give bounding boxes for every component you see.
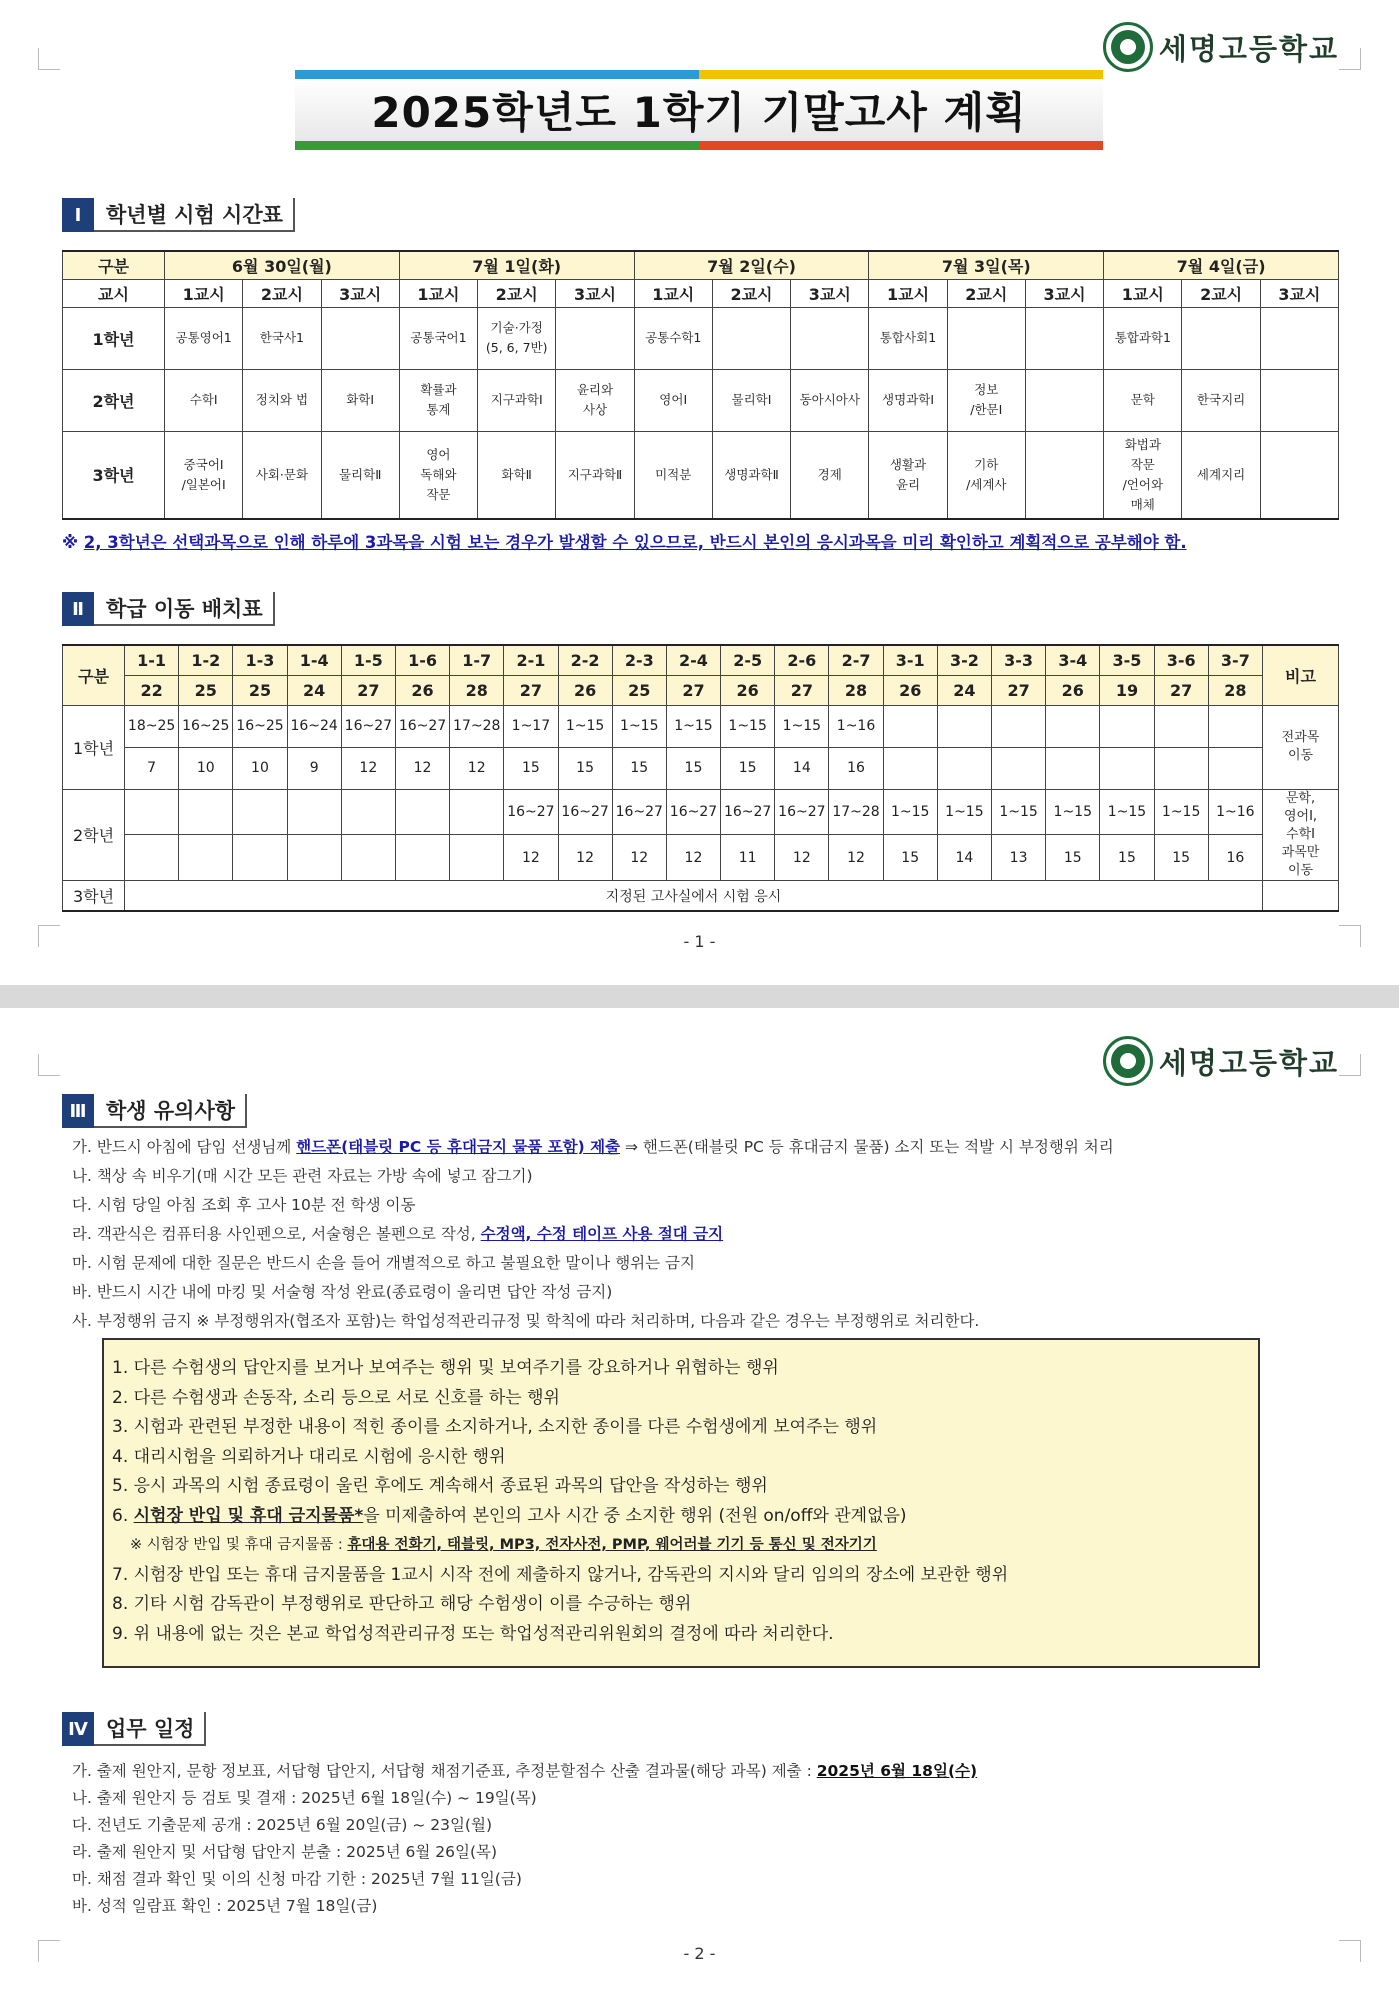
seat-range (1046, 705, 1100, 747)
seat-count (883, 747, 937, 789)
seat-count: 7 (125, 747, 179, 789)
exam-subject: 한국사1 (243, 307, 321, 369)
seat-range: 16~27 (721, 789, 775, 835)
exam-subject: 중국어Ⅰ /일본어Ⅰ (165, 431, 243, 519)
rule-item: 9. 위 내용에 없는 것은 본교 학업성적관리규정 또는 학업성적관리위원회의 결정에 따라 처리한다. (112, 1623, 834, 1644)
seat-range (341, 789, 395, 835)
seat-count: 12 (775, 835, 829, 881)
work-schedule (72, 1758, 977, 1920)
seat-count (341, 835, 395, 881)
exam-subject: 정보 /한문Ⅰ (947, 369, 1025, 431)
exam-subject: 윤리와 사상 (556, 369, 634, 431)
grade-label: 1학년 (63, 307, 165, 369)
seat-range (937, 705, 991, 747)
class-id: 1-1 (125, 645, 179, 675)
class-id: 2-6 (775, 645, 829, 675)
work-item: 라. 출제 원안지 및 서답형 답안지 분출 : 2025년 6월 26일(목) (72, 1843, 498, 1861)
seat-count: 10 (179, 747, 233, 789)
crop-mark (38, 1054, 60, 1076)
class-id: 1-5 (341, 645, 395, 675)
move-range-row (63, 789, 1339, 835)
section-number: Ⅲ (62, 1094, 94, 1128)
exam-subject: 화법과 작문 /언어와 매체 (1104, 431, 1182, 519)
class-id: 2-7 (829, 645, 883, 675)
class-count: 27 (775, 675, 829, 705)
school-logo (1103, 22, 1339, 72)
seat-range: 16~27 (341, 705, 395, 747)
header-gyosi: 교시 (63, 279, 165, 307)
seat-range: 1~15 (1154, 789, 1208, 835)
seat-range: 16~25 (233, 705, 287, 747)
schedule-note: ※ 2, 3학년은 선택과목으로 인해 하루에 3과목을 시험 보는 경우가 발생할 수 있으므로, 반드시 본인의 응시과목을 미리 확인하고 계획적으로 공부해야 함. (62, 533, 1187, 552)
seat-count (450, 835, 504, 881)
seat-count (1154, 747, 1208, 789)
exam-schedule-table (62, 250, 1339, 520)
seat-count: 15 (504, 747, 558, 789)
class-count: 28 (450, 675, 504, 705)
class-id: 1-2 (179, 645, 233, 675)
note-item: 나. 책상 속 비우기(매 시간 모든 관련 자료는 가방 속에 넣고 잠그기) (72, 1167, 533, 1185)
section-4-header (62, 1712, 206, 1746)
move-note (1263, 881, 1339, 911)
rule-item: 7. 시험장 반입 또는 휴대 금지물품을 1교시 시작 전에 제출하지 않거나, 감독관의 지시와 달리 임의의 장소에 보관한 행위 (112, 1564, 1009, 1585)
grade-row (63, 307, 1339, 369)
seat-count: 15 (883, 835, 937, 881)
class-count: 27 (992, 675, 1046, 705)
class-count: 26 (1046, 675, 1100, 705)
note-item: 사. 부정행위 금지 ※ 부정행위자(협조자 포함)는 학업성적관리규정 및 학칙에 따라 처리하며, 다음과 같은 경우는 부정행위로 처리한다. (72, 1312, 980, 1330)
work-item: 나. 출제 원안지 등 검토 및 결재 : 2025년 6월 18일(수) ~ 19일(목) (72, 1789, 537, 1807)
seat-count: 12 (829, 835, 883, 881)
seat-count (992, 747, 1046, 789)
seat-range: 18~25 (125, 705, 179, 747)
exam-subject: 지구과학Ⅱ (556, 431, 634, 519)
seat-range: 1~15 (883, 789, 937, 835)
seat-count: 14 (937, 835, 991, 881)
exam-subject: 동아시아사 (791, 369, 869, 431)
seat-count: 9 (287, 747, 341, 789)
page-number: - 1 - (683, 932, 716, 951)
period-label: 3교시 (321, 279, 399, 307)
schedule-date-row (63, 251, 1339, 279)
seat-range: 1~15 (775, 705, 829, 747)
seat-range (179, 789, 233, 835)
seat-count: 15 (1100, 835, 1154, 881)
period-label: 3교시 (791, 279, 869, 307)
class-id: 1-4 (287, 645, 341, 675)
class-count: 26 (721, 675, 775, 705)
seat-range: 16~27 (612, 789, 666, 835)
period-label: 3교시 (556, 279, 634, 307)
section-title: 학년별 시험 시간표 (94, 198, 295, 232)
rule-item: 4. 대리시험을 의뢰하거나 대리로 시험에 응시한 행위 (112, 1446, 506, 1467)
seat-count (1208, 747, 1262, 789)
seat-range: 1~15 (1046, 789, 1100, 835)
period-label: 2교시 (243, 279, 321, 307)
section-number: Ⅰ (62, 198, 94, 232)
exam-subject: 공통수학1 (634, 307, 712, 369)
class-id: 3-1 (883, 645, 937, 675)
seat-range: 1~16 (1208, 789, 1262, 835)
class-id: 2-4 (666, 645, 720, 675)
crop-mark (1339, 1054, 1361, 1076)
seat-count (287, 835, 341, 881)
page-1 (0, 0, 1399, 985)
exam-date: 7월 1일(화) (399, 251, 634, 279)
class-count: 25 (612, 675, 666, 705)
seat-count (1100, 747, 1154, 789)
seat-count: 10 (233, 747, 287, 789)
work-item: 다. 전년도 기출문제 공개 : 2025년 6월 20일(금) ~ 23일(월) (72, 1816, 492, 1834)
seat-count: 15 (721, 747, 775, 789)
exam-date: 7월 3일(목) (869, 251, 1104, 279)
page-title: 2025학년도 1학기 기말고사 계획 (295, 79, 1103, 141)
exam-subject (1025, 307, 1103, 369)
school-emblem-icon (1103, 22, 1153, 72)
school-logo (1103, 1036, 1339, 1086)
exam-subject: 경제 (791, 431, 869, 519)
seat-count: 12 (450, 747, 504, 789)
grade-row (63, 369, 1339, 431)
class-count: 27 (666, 675, 720, 705)
class-count: 28 (1208, 675, 1262, 705)
seat-range: 16~25 (179, 705, 233, 747)
class-count: 26 (395, 675, 449, 705)
exam-subject: 영어 독해와 작문 (399, 431, 477, 519)
seat-count: 16 (829, 747, 883, 789)
exam-subject (1260, 369, 1338, 431)
exam-subject: 문학 (1104, 369, 1182, 431)
seat-count: 15 (558, 747, 612, 789)
exam-subject: 영어Ⅰ (634, 369, 712, 431)
exam-subject: 미적분 (634, 431, 712, 519)
student-notes (72, 1133, 1114, 1336)
seat-range: 1~15 (612, 705, 666, 747)
seat-range: 16~27 (775, 789, 829, 835)
class-id: 3-4 (1046, 645, 1100, 675)
section-1-header (62, 198, 295, 232)
page-number: - 2 - (683, 1944, 716, 1963)
section-number: Ⅱ (62, 592, 94, 626)
class-count: 28 (829, 675, 883, 705)
seat-range (287, 789, 341, 835)
exam-subject: 생명과학Ⅰ (869, 369, 947, 431)
seat-range (992, 705, 1046, 747)
move-range-row (63, 705, 1339, 747)
exam-subject (1025, 431, 1103, 519)
class-id: 2-3 (612, 645, 666, 675)
exam-subject: 사회·문화 (243, 431, 321, 519)
period-label: 2교시 (947, 279, 1025, 307)
exam-date: 6월 30일(월) (165, 251, 400, 279)
grade-label: 2학년 (63, 369, 165, 431)
seat-count (179, 835, 233, 881)
period-label: 1교시 (634, 279, 712, 307)
seat-count (395, 835, 449, 881)
seat-count: 16 (1208, 835, 1262, 881)
class-count: 26 (558, 675, 612, 705)
move-count-row (63, 747, 1339, 789)
period-label: 2교시 (1182, 279, 1260, 307)
seat-count (937, 747, 991, 789)
exam-date: 7월 2일(수) (634, 251, 869, 279)
seat-count: 12 (666, 835, 720, 881)
seat-range (125, 789, 179, 835)
seat-count: 11 (721, 835, 775, 881)
section-2-header (62, 592, 275, 626)
class-count: 24 (937, 675, 991, 705)
title-banner (295, 70, 1103, 150)
class-row (63, 645, 1339, 675)
section-3-header (62, 1094, 247, 1128)
grade-label: 3학년 (63, 431, 165, 519)
seat-range (1208, 705, 1262, 747)
header-gubun: 구분 (63, 645, 125, 705)
seat-count: 15 (1046, 835, 1100, 881)
school-name: 세명고등학교 (1158, 1045, 1339, 1080)
rule-item: 2. 다른 수험생과 손동작, 소리 등으로 서로 신호를 하는 행위 (112, 1387, 560, 1408)
seat-range (1154, 705, 1208, 747)
seat-range: 16~27 (504, 789, 558, 835)
work-item: 바. 성적 일람표 확인 : 2025년 7월 18일(금) (72, 1897, 378, 1915)
seat-range: 16~27 (395, 705, 449, 747)
class-count: 25 (233, 675, 287, 705)
exam-subject: 정치와 법 (243, 369, 321, 431)
cheating-rules-box (102, 1338, 1260, 1668)
seat-range: 1~15 (558, 705, 612, 747)
seat-count: 14 (775, 747, 829, 789)
seat-range: 1~15 (721, 705, 775, 747)
rule-item: 3. 시험과 관련된 부정한 내용이 적힌 종이를 소지하거나, 소지한 종이를 다른 수험생에게 보여주는 행위 (112, 1417, 878, 1437)
seat-range: 16~27 (666, 789, 720, 835)
period-label: 3교시 (1260, 279, 1338, 307)
rule-item: 5. 응시 과목의 시험 종료령이 울린 후에도 계속해서 종료된 과목의 답안을 작성하는 행위 (112, 1476, 768, 1496)
seat-range: 16~27 (558, 789, 612, 835)
class-id: 3-6 (1154, 645, 1208, 675)
exam-subject: 지구과학Ⅰ (478, 369, 556, 431)
seat-range: 1~15 (992, 789, 1046, 835)
seat-count: 15 (612, 747, 666, 789)
schedule-period-row (63, 279, 1339, 307)
class-id: 2-1 (504, 645, 558, 675)
seat-range (233, 789, 287, 835)
seat-range: 1~15 (666, 705, 720, 747)
crop-mark (1339, 48, 1361, 70)
exam-subject (1260, 307, 1338, 369)
seat-range (1100, 705, 1154, 747)
class-id: 2-5 (721, 645, 775, 675)
exam-subject: 통합사회1 (869, 307, 947, 369)
exam-subject (321, 307, 399, 369)
exam-subject: 통합과학1 (1104, 307, 1182, 369)
seat-range (395, 789, 449, 835)
section-title: 학급 이동 배치표 (94, 592, 275, 626)
header-bigo: 비고 (1263, 645, 1339, 705)
exam-subject: 기하 /세계사 (947, 431, 1025, 519)
period-label: 2교시 (712, 279, 790, 307)
section-title: 업무 일정 (94, 1712, 206, 1746)
header-gubun: 구분 (63, 251, 165, 279)
exam-subject: 확률과 통계 (399, 369, 477, 431)
school-emblem-icon (1103, 1036, 1153, 1086)
class-id: 3-2 (937, 645, 991, 675)
exam-subject: 수학Ⅰ (165, 369, 243, 431)
grade-label: 3학년 (63, 881, 125, 911)
exam-subject (712, 307, 790, 369)
seat-count: 12 (612, 835, 666, 881)
count-row (63, 675, 1339, 705)
crop-mark (38, 48, 60, 70)
exam-subject: 한국지리 (1182, 369, 1260, 431)
seat-count: 12 (395, 747, 449, 789)
note-item: 라. 객관식은 컴퓨터용 사인펜으로, 서술형은 볼펜으로 작성, 수정액, 수정 테이프 사용 절대 금지 (72, 1225, 724, 1243)
seat-range (883, 705, 937, 747)
seat-count: 15 (666, 747, 720, 789)
class-id: 1-6 (395, 645, 449, 675)
class-count: 27 (504, 675, 558, 705)
class-id: 2-2 (558, 645, 612, 675)
note-item: 마. 시험 문제에 대한 질문은 반드시 손을 들어 개별적으로 하고 불필요한 말이나 행위는 금지 (72, 1254, 695, 1272)
exam-subject (556, 307, 634, 369)
seat-count: 13 (992, 835, 1046, 881)
class-count: 26 (883, 675, 937, 705)
note-item: 가. 반드시 아침에 담임 선생님께 핸드폰(태블릿 PC 등 휴대금지 물품 포함) 제출 ⇒ 핸드폰(태블릿 PC 등 휴대금지 물품) 소지 또는 적발 시 부정행위 처리 (72, 1138, 1114, 1156)
class-move-table (62, 644, 1339, 912)
period-label: 1교시 (165, 279, 243, 307)
seat-count: 15 (1154, 835, 1208, 881)
grade-label: 1학년 (63, 705, 125, 789)
class-count: 27 (341, 675, 395, 705)
seat-range: 1~17 (504, 705, 558, 747)
period-label: 1교시 (869, 279, 947, 307)
period-label: 1교시 (1104, 279, 1182, 307)
exam-subject: 공통국어1 (399, 307, 477, 369)
seat-range: 1~16 (829, 705, 883, 747)
move-note: 문학, 영어Ⅰ, 수학Ⅰ 과목만 이동 (1263, 789, 1339, 881)
work-item: 마. 채점 결과 확인 및 이의 신청 마감 기한 : 2025년 7월 11일(금) (72, 1870, 522, 1888)
grade-row (63, 431, 1339, 519)
period-label: 1교시 (399, 279, 477, 307)
move-count-row (63, 835, 1339, 881)
note-item: 바. 반드시 시간 내에 마킹 및 서술형 작성 완료(종료령이 울리면 답안 작성 금지) (72, 1283, 613, 1301)
exam-subject: 공통영어1 (165, 307, 243, 369)
period-label: 2교시 (478, 279, 556, 307)
section-number: Ⅳ (62, 1712, 94, 1746)
class-id: 1-3 (233, 645, 287, 675)
class-id: 3-3 (992, 645, 1046, 675)
seat-count (1046, 747, 1100, 789)
seat-range: 16~24 (287, 705, 341, 747)
class-count: 22 (125, 675, 179, 705)
exam-subject: 화학Ⅰ (321, 369, 399, 431)
seat-count: 12 (341, 747, 395, 789)
exam-date: 7월 4일(금) (1104, 251, 1339, 279)
exam-subject (791, 307, 869, 369)
schedule-note-text: 2, 3학년은 선택과목으로 인해 하루에 3과목을 시험 보는 경우가 발생할 수 있으므로, 반드시 본인의 응시과목을 미리 확인하고 계획적으로 공부해야 함. (83, 533, 1187, 552)
exam-subject (947, 307, 1025, 369)
class-count: 25 (179, 675, 233, 705)
class-id: 1-7 (450, 645, 504, 675)
exam-subject: 생명과학Ⅱ (712, 431, 790, 519)
class-id: 3-7 (1208, 645, 1262, 675)
class-id: 3-5 (1100, 645, 1154, 675)
period-label: 3교시 (1025, 279, 1103, 307)
move-note: 전과목 이동 (1263, 705, 1339, 789)
rule-sub-note: ※ 시험장 반입 및 휴대 금지물품 : 휴대용 전화기, 태블릿, MP3, 전자사전, PMP, 웨어러블 기기 등 통신 및 전자기기 (130, 1537, 877, 1553)
seat-range: 17~28 (829, 789, 883, 835)
grade-label: 2학년 (63, 789, 125, 881)
class-count: 19 (1100, 675, 1154, 705)
seat-range (450, 789, 504, 835)
exam-subject: 화학Ⅱ (478, 431, 556, 519)
school-name: 세명고등학교 (1158, 31, 1339, 66)
rule-item: 8. 기타 시험 감독관이 부정행위로 판단하고 해당 수험생이 이를 수긍하는 행위 (112, 1594, 692, 1614)
exam-subject (1025, 369, 1103, 431)
exam-subject: 기술·가정 (5, 6, 7반) (478, 307, 556, 369)
grade3-text: 지정된 고사실에서 시험 응시 (125, 881, 1263, 911)
exam-subject: 물리학Ⅱ (321, 431, 399, 519)
seat-range: 1~15 (1100, 789, 1154, 835)
seat-count (233, 835, 287, 881)
seat-range: 17~28 (450, 705, 504, 747)
seat-count: 12 (504, 835, 558, 881)
exam-subject: 세계지리 (1182, 431, 1260, 519)
exam-subject (1260, 431, 1338, 519)
grade3-row (63, 881, 1339, 911)
exam-subject: 생활과 윤리 (869, 431, 947, 519)
section-title: 학생 유의사항 (94, 1094, 247, 1128)
seat-range: 1~15 (937, 789, 991, 835)
seat-count (125, 835, 179, 881)
work-item: 가. 출제 원안지, 문항 정보표, 서답형 답안지, 서답형 채점기준표, 추정분할점수 산출 결과물(해당 과목) 제출 : 2025년 6월 18일(수) (72, 1762, 978, 1780)
class-count: 24 (287, 675, 341, 705)
exam-subject: 물리학Ⅰ (712, 369, 790, 431)
class-count: 27 (1154, 675, 1208, 705)
rule-item: 1. 다른 수험생의 답안지를 보거나 보여주는 행위 및 보여주기를 강요하거나 위협하는 행위 (112, 1358, 779, 1378)
seat-count: 12 (558, 835, 612, 881)
note-item: 다. 시험 당일 아침 조회 후 고사 10분 전 학생 이동 (72, 1196, 416, 1214)
exam-subject (1182, 307, 1260, 369)
rule-item: 6. 시험장 반입 및 휴대 금지물품*을 미제출하여 본인의 고사 시간 중 소지한 행위 (전원 on/off와 관계없음) (112, 1505, 907, 1526)
